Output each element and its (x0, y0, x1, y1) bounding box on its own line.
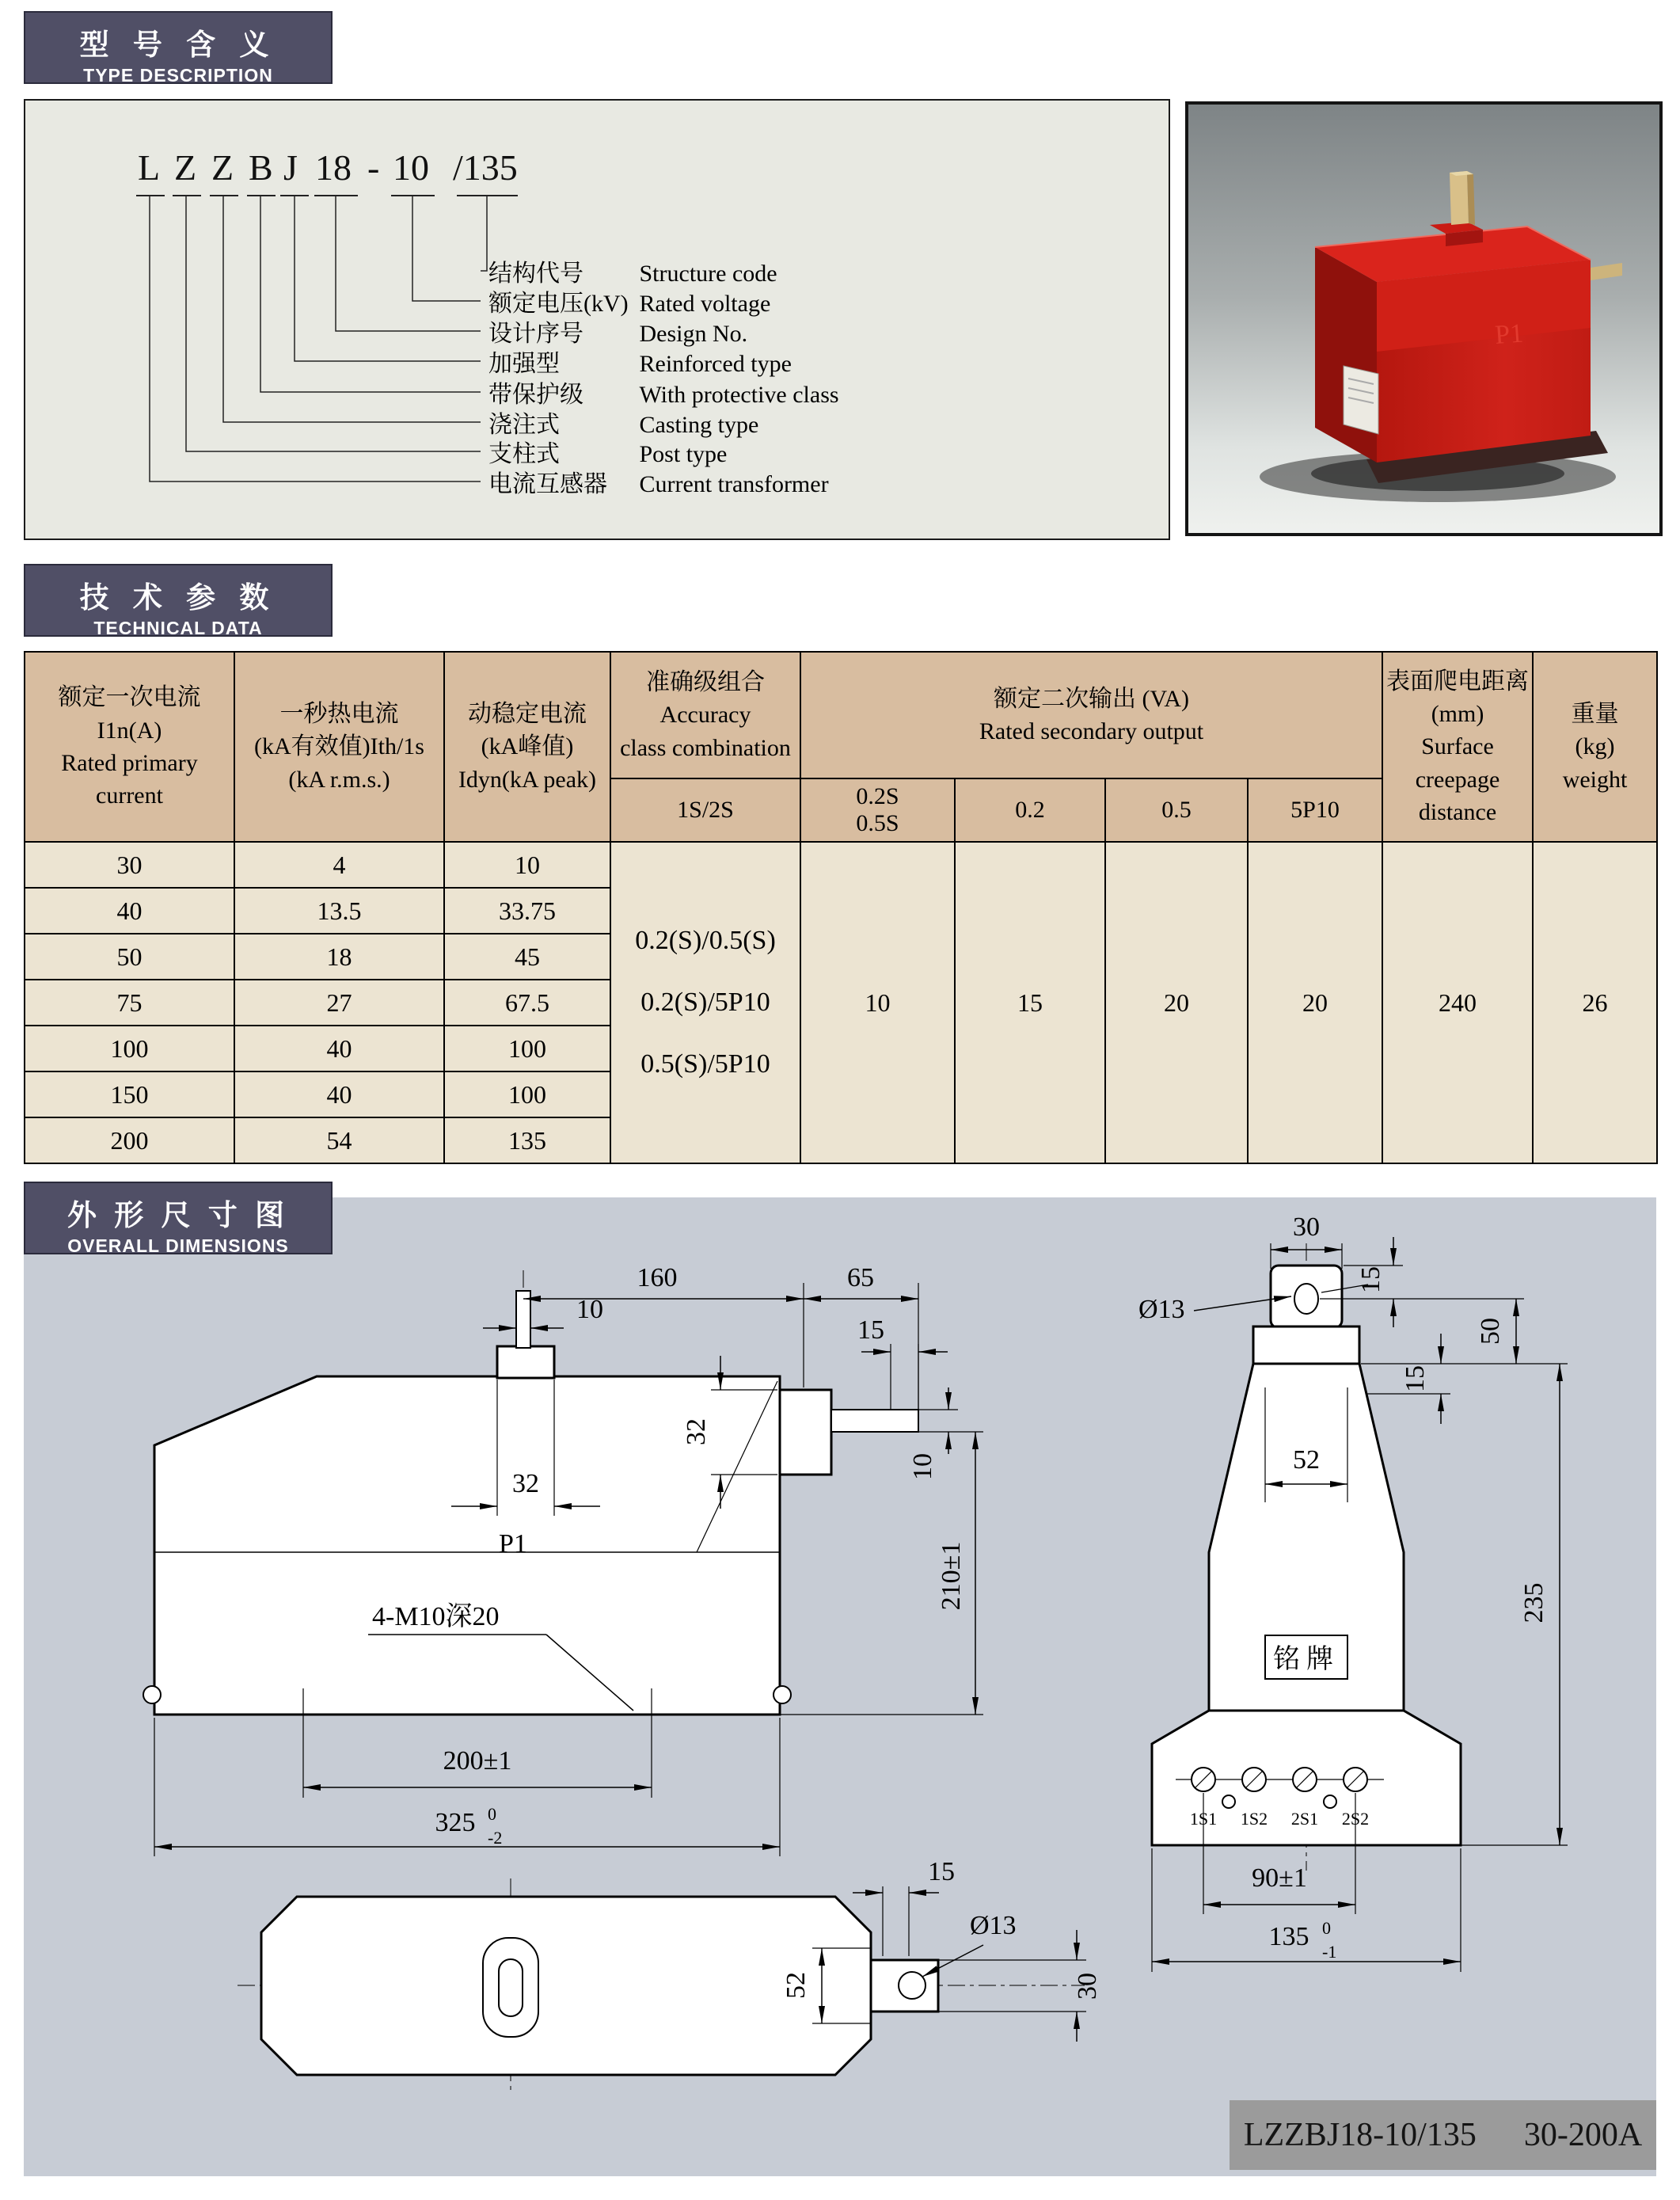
dim-dia13-side: Ø13 (1138, 1295, 1185, 1324)
dim-15-bottom: 15 (928, 1857, 955, 1886)
cell-primary: 150 (25, 1071, 234, 1117)
code-token: 18 (315, 147, 352, 188)
code-token: - (367, 147, 380, 188)
technical-data-title-en: TECHNICAL DATA (93, 618, 263, 638)
hdr-en: class combination (620, 734, 791, 761)
bolt-note: 4-M10深20 (372, 1602, 500, 1631)
dim-325-tol-bottom: -2 (488, 1828, 503, 1848)
cell-primary: 200 (25, 1117, 234, 1163)
hdr-sub: 0.5 (1161, 797, 1192, 824)
code-label-en: Casting type (639, 412, 759, 438)
cell-output-05: 20 (1105, 842, 1248, 1163)
col-accuracy-header (610, 652, 800, 778)
hdr-en: weight (1562, 766, 1628, 793)
cell-output-02s05s: 10 (800, 842, 955, 1163)
hdr-sub: 0.2 (1015, 797, 1045, 824)
overall-dimensions-title-en: OVERALL DIMENSIONS (67, 1235, 289, 1256)
code-label-zh: 额定电压(kV) (488, 291, 629, 317)
code-label-zh: 加强型 (488, 351, 560, 377)
hdr-zh: 额定二次输出 (VA) (994, 685, 1189, 712)
bottom-view-outline (261, 1897, 871, 2075)
terminal-label: 2S1 (1290, 1809, 1319, 1829)
dim-235: 235 (1519, 1582, 1549, 1623)
code-label-zh: 结构代号 (488, 261, 583, 287)
hdr-sym: (mm) (1431, 700, 1484, 727)
type-description-title-en: TYPE DESCRIPTION (83, 65, 273, 86)
type-description-header (24, 11, 333, 84)
cell-primary: 40 (25, 888, 234, 934)
primary-terminal-pin (516, 1291, 530, 1348)
cell-primary: 100 (25, 1026, 234, 1071)
dimension-drawings (24, 1197, 1656, 2176)
side-collar (1253, 1326, 1359, 1364)
dim-32-side: 32 (682, 1418, 711, 1445)
col-weight-header (1533, 652, 1657, 842)
hdr-en: Idyn(kA peak) (458, 766, 597, 793)
product-photo-art (1188, 105, 1659, 533)
cell-accuracy-combinations (610, 842, 800, 1163)
cell-primary: 50 (25, 934, 234, 980)
product-marking: P1 (1493, 318, 1525, 350)
hdr-zh: 额定一次电流 (58, 684, 201, 711)
cell-dynamic: 67.5 (444, 980, 610, 1026)
product-photo (1185, 101, 1663, 536)
hdr-en: Rated primary (61, 750, 198, 776)
subcol-02s-05s (800, 778, 955, 842)
col-output-group-header (800, 652, 1382, 778)
code-label-zh: 支柱式 (488, 441, 560, 467)
nameplate-text: 铭牌 (1273, 1645, 1340, 1674)
dim-90: 90±1 (1252, 1863, 1307, 1893)
code-label-en: Design No. (639, 321, 748, 347)
dim-30-cap: 30 (1293, 1212, 1320, 1242)
cell-primary: 75 (25, 980, 234, 1026)
code-label-zh: 带保护级 (488, 382, 583, 408)
cell-thermal: 54 (234, 1117, 444, 1163)
dim-32-top: 32 (512, 1469, 539, 1498)
code-label-en: With protective class (639, 382, 839, 408)
dim-210: 210±1 (937, 1541, 966, 1611)
cell-creepage: 240 (1382, 842, 1533, 1163)
bottom-view (238, 1857, 1102, 2092)
cell-dynamic: 33.75 (444, 888, 610, 934)
cell-output-02: 15 (955, 842, 1105, 1163)
dim-135-tol-bottom: -1 (1322, 1942, 1337, 1962)
dim-15-cap: 15 (1356, 1266, 1385, 1293)
cell-thermal: 18 (234, 934, 444, 980)
p1-label: P1 (499, 1529, 527, 1559)
code-label-en: Rated voltage (639, 291, 771, 317)
dim-50: 50 (1476, 1318, 1505, 1345)
footer-current-range: 30-200A (1523, 2117, 1643, 2153)
cell-dynamic: 10 (444, 842, 610, 888)
dim-65: 65 (847, 1263, 874, 1292)
hdr-zh: 动稳定电流 (468, 700, 587, 727)
subcol-5p10 (1248, 778, 1382, 842)
hdr-en: Rated secondary output (979, 718, 1204, 744)
accuracy-line: 0.2(S)/0.5(S) (635, 925, 776, 955)
primary-terminal-block (497, 1346, 554, 1378)
primary-terminal-pin (1450, 171, 1469, 225)
code-token: Z (174, 147, 197, 188)
dim-10-vert: 10 (908, 1453, 937, 1480)
code-label-zh: 设计序号 (488, 321, 583, 347)
dim-135-tol-top: 0 (1322, 1918, 1331, 1938)
cell-thermal: 27 (234, 980, 444, 1026)
code-label-en: Current transformer (639, 471, 829, 497)
secondary-terminal-pin (831, 1410, 918, 1432)
terminal-label: 1S2 (1240, 1809, 1268, 1829)
subcol-05 (1105, 778, 1248, 842)
accuracy-line: 0.5(S)/5P10 (640, 1049, 770, 1079)
code-label-en: Structure code (639, 261, 777, 287)
dim-dia13-bottom: Ø13 (970, 1911, 1017, 1940)
cell-dynamic: 135 (444, 1117, 610, 1163)
technical-data-header (24, 564, 333, 637)
tab-hole (899, 1972, 926, 1999)
cell-thermal: 4 (234, 842, 444, 888)
hdr-zh: 表面爬电距离 (1386, 668, 1530, 695)
col-dynamic-current-header (444, 652, 610, 842)
dim-160: 160 (637, 1263, 678, 1292)
cell-dynamic: 45 (444, 934, 610, 980)
overall-dimensions-header (24, 1182, 333, 1254)
code-label-row (488, 464, 1169, 499)
code-token: Z (211, 147, 234, 188)
dim-325-tol-top: 0 (488, 1804, 496, 1824)
dim-325: 325 (435, 1808, 476, 1837)
hdr-sub: 1S/2S (677, 797, 734, 824)
hdr-zh: 准确级组合 (646, 668, 765, 695)
hdr-en: (kA r.m.s.) (288, 766, 390, 793)
code-token: B (249, 147, 273, 188)
dim-15-right: 15 (857, 1315, 884, 1345)
hdr-zh: 重量 (1571, 700, 1619, 727)
technical-data-table-wrap (24, 651, 1656, 1164)
dim-200: 200±1 (443, 1746, 512, 1776)
hdr-sub: 0.2S (856, 782, 899, 809)
cell-output-5p10: 20 (1248, 842, 1382, 1163)
type-description-panel (24, 99, 1170, 540)
code-label-zh: 浇注式 (488, 412, 560, 438)
accuracy-line: 0.2(S)/5P10 (640, 987, 770, 1017)
hdr-en: creepage (1415, 766, 1500, 793)
cell-dynamic: 100 (444, 1071, 610, 1117)
cell-thermal: 13.5 (234, 888, 444, 934)
model-footer (1230, 2100, 1656, 2170)
dim-30-bottom: 30 (1073, 1973, 1102, 2000)
hdr-zh: 一秒热电流 (279, 700, 399, 727)
type-description-title-zh: 型 号 含 义 (79, 29, 277, 61)
overall-dimensions-title-zh: 外 形 尺 寸 图 (67, 1199, 290, 1231)
dim-135: 135 (1268, 1922, 1309, 1951)
col-primary-current-header (25, 652, 234, 842)
hdr-sym: (kg) (1575, 733, 1615, 760)
code-token: /135 (453, 147, 518, 188)
code-token: L (138, 147, 161, 188)
hdr-sym: (kA峰值) (481, 733, 574, 760)
code-label-en: Post type (639, 441, 728, 467)
code-label-en: Reinforced type (639, 351, 792, 377)
hdr-sym: (kA有效值)Ith/1s (254, 733, 424, 760)
code-label-zh: 电流互感器 (488, 471, 607, 497)
secondary-terminal-block (780, 1390, 831, 1475)
cap-hole (1294, 1284, 1318, 1314)
technical-data-table (24, 651, 1658, 1164)
cell-weight: 26 (1533, 842, 1657, 1163)
dim-15-collar: 15 (1401, 1365, 1430, 1392)
code-label-row (488, 344, 1169, 379)
cell-primary: 30 (25, 842, 234, 888)
technical-data-title-zh: 技 术 参 数 (79, 581, 277, 614)
code-token: 10 (393, 147, 429, 188)
subcol-1s2s (610, 778, 800, 842)
dim-10-pin: 10 (576, 1295, 603, 1324)
terminal-label: 1S1 (1189, 1809, 1218, 1829)
hdr-en: distance (1418, 799, 1497, 826)
footer-model-code: LZZBJ18-10/135 (1243, 2117, 1477, 2153)
subcol-02 (955, 778, 1105, 842)
front-view (143, 1263, 983, 1856)
overall-dimensions-panel (24, 1197, 1656, 2176)
hdr-en: current (96, 782, 163, 809)
col-creepage-header (1382, 652, 1533, 842)
dim-52-side: 52 (1293, 1445, 1320, 1475)
terminal-label: 2S2 (1341, 1809, 1370, 1829)
hdr-en: Accuracy (659, 702, 751, 729)
cell-thermal: 40 (234, 1026, 444, 1071)
table-header-row-1 (25, 652, 1657, 778)
hdr-en: Surface (1421, 733, 1494, 760)
hdr-sub: 0.5S (856, 810, 899, 836)
cell-dynamic: 100 (444, 1026, 610, 1071)
code-token: J (283, 147, 298, 188)
hdr-sub: 5P10 (1290, 797, 1340, 824)
cell-thermal: 40 (234, 1071, 444, 1117)
col-thermal-current-header (234, 652, 444, 842)
table-row (25, 842, 1657, 888)
dim-52-bottom: 52 (781, 1972, 811, 1999)
side-view (1138, 1212, 1568, 1972)
hdr-sym: I1n(A) (97, 717, 162, 744)
